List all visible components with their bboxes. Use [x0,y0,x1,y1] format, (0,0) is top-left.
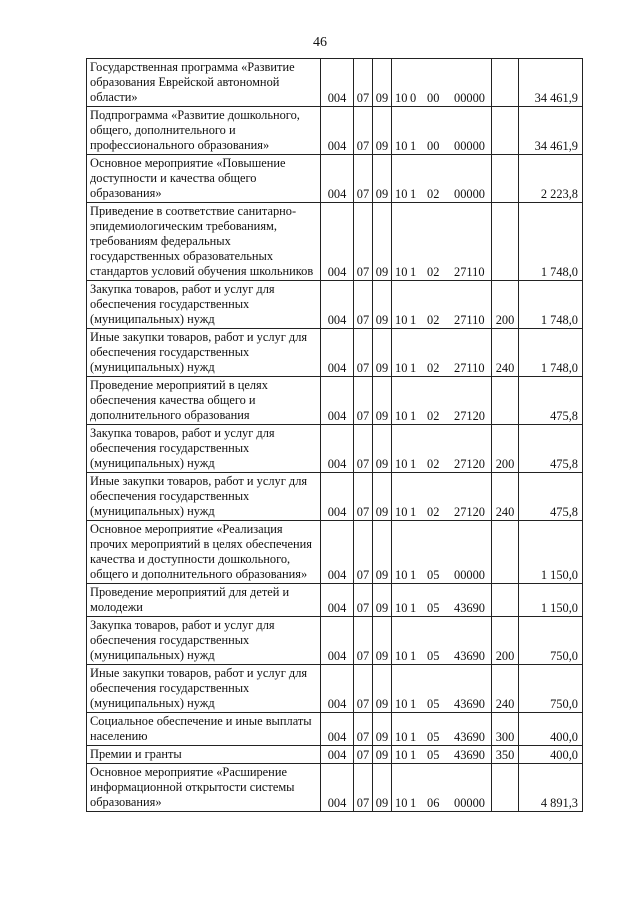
expense-type-code-cell: 200 [492,617,519,665]
expense-type-code-cell: 200 [492,425,519,473]
expense-name-cell: Иные закупки товаров, работ и услуг для обеспечения государственных (муниципальных) нужд [87,473,321,521]
amount-cell: 1 748,0 [519,329,583,377]
expense-name-cell: Закупка товаров, работ и услуг для обеспечения государственных (муниципальных) нужд [87,617,321,665]
target-article-code-part: 10 [395,505,408,519]
section-code-cell: 07 [354,203,373,281]
target-article-code-cell [392,377,492,425]
target-article-code-part: 10 [395,601,408,615]
amount-cell: 4 891,3 [519,764,583,812]
grbs-code-cell: 004 [321,203,354,281]
target-article-code-part: 1 [410,187,417,201]
target-article-code-cell [392,584,492,617]
table-row [87,107,583,155]
expense-type-code-cell [492,155,519,203]
expense-name-cell: Приведение в соответствие санитарно-эпидемиологическим требованиям, требованиям федеральных государственных образовательных стандартов условий обучения школьников [87,203,321,281]
target-article-code-part: 27110 [454,361,485,375]
target-article-code-part: 1 [410,265,417,279]
budget-table [86,58,583,812]
target-article-code-part: 05 [427,730,440,744]
amount-cell: 750,0 [519,617,583,665]
target-article-code-part: 10 [395,649,408,663]
grbs-code-cell: 004 [321,665,354,713]
target-article-code-part: 00000 [454,187,485,201]
grbs-code-cell: 004 [321,425,354,473]
expense-type-code-cell [492,764,519,812]
target-article-code-part: 00000 [454,796,485,810]
target-article-code-part: 10 [395,361,408,375]
grbs-code-cell: 004 [321,764,354,812]
target-article-code-part: 06 [427,796,440,810]
subsection-code-cell: 09 [373,59,392,107]
expense-name-cell: Основное мероприятие «Реализация прочих мероприятий в целях обеспечения качества и доступности дошкольного, общего и дополнительного образования» [87,521,321,584]
expense-name-cell: Основное мероприятие «Расширение информационной открытости системы образования» [87,764,321,812]
target-article-code-part: 05 [427,697,440,711]
expense-name-cell: Проведение мероприятий для детей и молодежи [87,584,321,617]
grbs-code-cell: 004 [321,59,354,107]
table-row [87,59,583,107]
target-article-code-part: 27120 [454,505,485,519]
subsection-code-cell: 09 [373,107,392,155]
amount-cell: 1 150,0 [519,521,583,584]
grbs-code-cell: 004 [321,155,354,203]
target-article-code-cell [392,473,492,521]
expense-type-code-cell [492,107,519,155]
grbs-code-cell: 004 [321,377,354,425]
target-article-code-part: 1 [410,568,417,582]
target-article-code-part: 00 [427,91,440,105]
subsection-code-cell: 09 [373,764,392,812]
table-row [87,746,583,764]
target-article-code-cell [392,617,492,665]
section-code-cell: 07 [354,617,373,665]
target-article-code-part: 1 [410,730,417,744]
target-article-code-part: 10 [395,139,408,153]
subsection-code-cell: 09 [373,713,392,746]
section-code-cell: 07 [354,713,373,746]
expense-type-code-cell [492,59,519,107]
table-row [87,764,583,812]
target-article-code-part: 43690 [454,649,485,663]
target-article-code-part: 43690 [454,730,485,744]
subsection-code-cell: 09 [373,521,392,584]
target-article-code-part: 10 [395,313,408,327]
amount-cell: 1 748,0 [519,203,583,281]
expense-type-code-cell: 350 [492,746,519,764]
target-article-code-part: 10 [395,697,408,711]
expense-type-code-cell: 240 [492,473,519,521]
expense-type-code-cell: 300 [492,713,519,746]
amount-cell: 34 461,9 [519,59,583,107]
target-article-code-part: 1 [410,697,417,711]
target-article-code-part: 00 [427,139,440,153]
section-code-cell: 07 [354,329,373,377]
budget-table-body [87,59,583,812]
expense-name-cell: Государственная программа «Развитие образования Еврейской автономной области» [87,59,321,107]
target-article-code-part: 02 [427,187,440,201]
amount-cell: 34 461,9 [519,107,583,155]
amount-cell: 475,8 [519,377,583,425]
target-article-code-part: 43690 [454,697,485,711]
table-row [87,425,583,473]
grbs-code-cell: 004 [321,617,354,665]
target-article-code-part: 10 [395,187,408,201]
grbs-code-cell: 004 [321,473,354,521]
table-row [87,473,583,521]
target-article-code-cell [392,59,492,107]
target-article-code-part: 00000 [454,139,485,153]
section-code-cell: 07 [354,281,373,329]
expense-type-code-cell [492,203,519,281]
expense-name-cell: Подпрограмма «Развитие дошкольного, общего, дополнительного и профессионального образования» [87,107,321,155]
target-article-code-part: 02 [427,505,440,519]
table-row [87,665,583,713]
target-article-code-cell [392,203,492,281]
target-article-code-part: 27120 [454,409,485,423]
expense-name-cell: Социальное обеспечение и иные выплаты населению [87,713,321,746]
expense-name-cell: Основное мероприятие «Повышение доступности и качества общего образования» [87,155,321,203]
target-article-code-part: 1 [410,409,417,423]
subsection-code-cell: 09 [373,665,392,713]
table-row [87,329,583,377]
section-code-cell: 07 [354,377,373,425]
expense-name-cell: Закупка товаров, работ и услуг для обеспечения государственных (муниципальных) нужд [87,281,321,329]
target-article-code-cell [392,425,492,473]
target-article-code-cell [392,107,492,155]
amount-cell: 750,0 [519,665,583,713]
target-article-code-part: 05 [427,601,440,615]
target-article-code-part: 10 [395,796,408,810]
expense-type-code-cell [492,377,519,425]
target-article-code-part: 10 [395,748,408,762]
table-row [87,281,583,329]
table-row [87,584,583,617]
target-article-code-part: 05 [427,748,440,762]
section-code-cell: 07 [354,473,373,521]
target-article-code-part: 27120 [454,457,485,471]
expense-type-code-cell [492,521,519,584]
target-article-code-part: 02 [427,265,440,279]
section-code-cell: 07 [354,425,373,473]
subsection-code-cell: 09 [373,746,392,764]
grbs-code-cell: 004 [321,107,354,155]
expense-name-cell: Премии и гранты [87,746,321,764]
target-article-code-part: 10 [395,568,408,582]
target-article-code-cell [392,746,492,764]
target-article-code-part: 10 [395,457,408,471]
section-code-cell: 07 [354,59,373,107]
target-article-code-part: 1 [410,505,417,519]
amount-cell: 475,8 [519,425,583,473]
subsection-code-cell: 09 [373,617,392,665]
target-article-code-part: 00000 [454,568,485,582]
target-article-code-part: 1 [410,748,417,762]
table-row [87,713,583,746]
subsection-code-cell: 09 [373,329,392,377]
section-code-cell: 07 [354,764,373,812]
expense-type-code-cell: 240 [492,329,519,377]
target-article-code-part: 00000 [454,91,485,105]
target-article-code-cell [392,665,492,713]
target-article-code-part: 1 [410,139,417,153]
target-article-code-cell [392,521,492,584]
expense-type-code-cell: 200 [492,281,519,329]
subsection-code-cell: 09 [373,281,392,329]
table-row [87,155,583,203]
target-article-code-part: 05 [427,568,440,582]
target-article-code-part: 1 [410,361,417,375]
target-article-code-part: 02 [427,409,440,423]
target-article-code-cell [392,281,492,329]
target-article-code-part: 10 [395,730,408,744]
target-article-code-part: 43690 [454,748,485,762]
grbs-code-cell: 004 [321,746,354,764]
target-article-code-part: 1 [410,796,417,810]
target-article-code-part: 10 [395,91,408,105]
grbs-code-cell: 004 [321,713,354,746]
target-article-code-part: 27110 [454,265,485,279]
table-row [87,521,583,584]
target-article-code-part: 0 [410,91,417,105]
section-code-cell: 07 [354,107,373,155]
subsection-code-cell: 09 [373,473,392,521]
expense-name-cell: Закупка товаров, работ и услуг для обеспечения государственных (муниципальных) нужд [87,425,321,473]
subsection-code-cell: 09 [373,155,392,203]
target-article-code-part: 10 [395,265,408,279]
amount-cell: 1 150,0 [519,584,583,617]
target-article-code-part: 1 [410,313,417,327]
amount-cell: 1 748,0 [519,281,583,329]
target-article-code-part: 02 [427,457,440,471]
target-article-code-part: 43690 [454,601,485,615]
expense-name-cell: Иные закупки товаров, работ и услуг для обеспечения государственных (муниципальных) нужд [87,665,321,713]
target-article-code-part: 02 [427,361,440,375]
table-row [87,377,583,425]
subsection-code-cell: 09 [373,203,392,281]
target-article-code-part: 1 [410,457,417,471]
subsection-code-cell: 09 [373,425,392,473]
table-row [87,617,583,665]
target-article-code-part: 10 [395,409,408,423]
amount-cell: 2 223,8 [519,155,583,203]
expense-name-cell: Иные закупки товаров, работ и услуг для обеспечения государственных (муниципальных) нужд [87,329,321,377]
grbs-code-cell: 004 [321,521,354,584]
expense-type-code-cell [492,584,519,617]
target-article-code-part: 02 [427,313,440,327]
section-code-cell: 07 [354,665,373,713]
grbs-code-cell: 004 [321,281,354,329]
target-article-code-cell [392,329,492,377]
subsection-code-cell: 09 [373,584,392,617]
subsection-code-cell: 09 [373,377,392,425]
section-code-cell: 07 [354,521,373,584]
target-article-code-part: 1 [410,649,417,663]
amount-cell: 475,8 [519,473,583,521]
section-code-cell: 07 [354,155,373,203]
target-article-code-part: 1 [410,601,417,615]
target-article-code-cell [392,155,492,203]
target-article-code-part: 27110 [454,313,485,327]
amount-cell: 400,0 [519,713,583,746]
expense-type-code-cell: 240 [492,665,519,713]
amount-cell: 400,0 [519,746,583,764]
target-article-code-cell [392,713,492,746]
section-code-cell: 07 [354,746,373,764]
section-code-cell: 07 [354,584,373,617]
expense-name-cell: Проведение мероприятий в целях обеспечения качества общего и дополнительного образования [87,377,321,425]
table-row [87,203,583,281]
target-article-code-cell [392,764,492,812]
grbs-code-cell: 004 [321,584,354,617]
target-article-code-part: 05 [427,649,440,663]
grbs-code-cell: 004 [321,329,354,377]
page-number: 46 [313,35,327,50]
